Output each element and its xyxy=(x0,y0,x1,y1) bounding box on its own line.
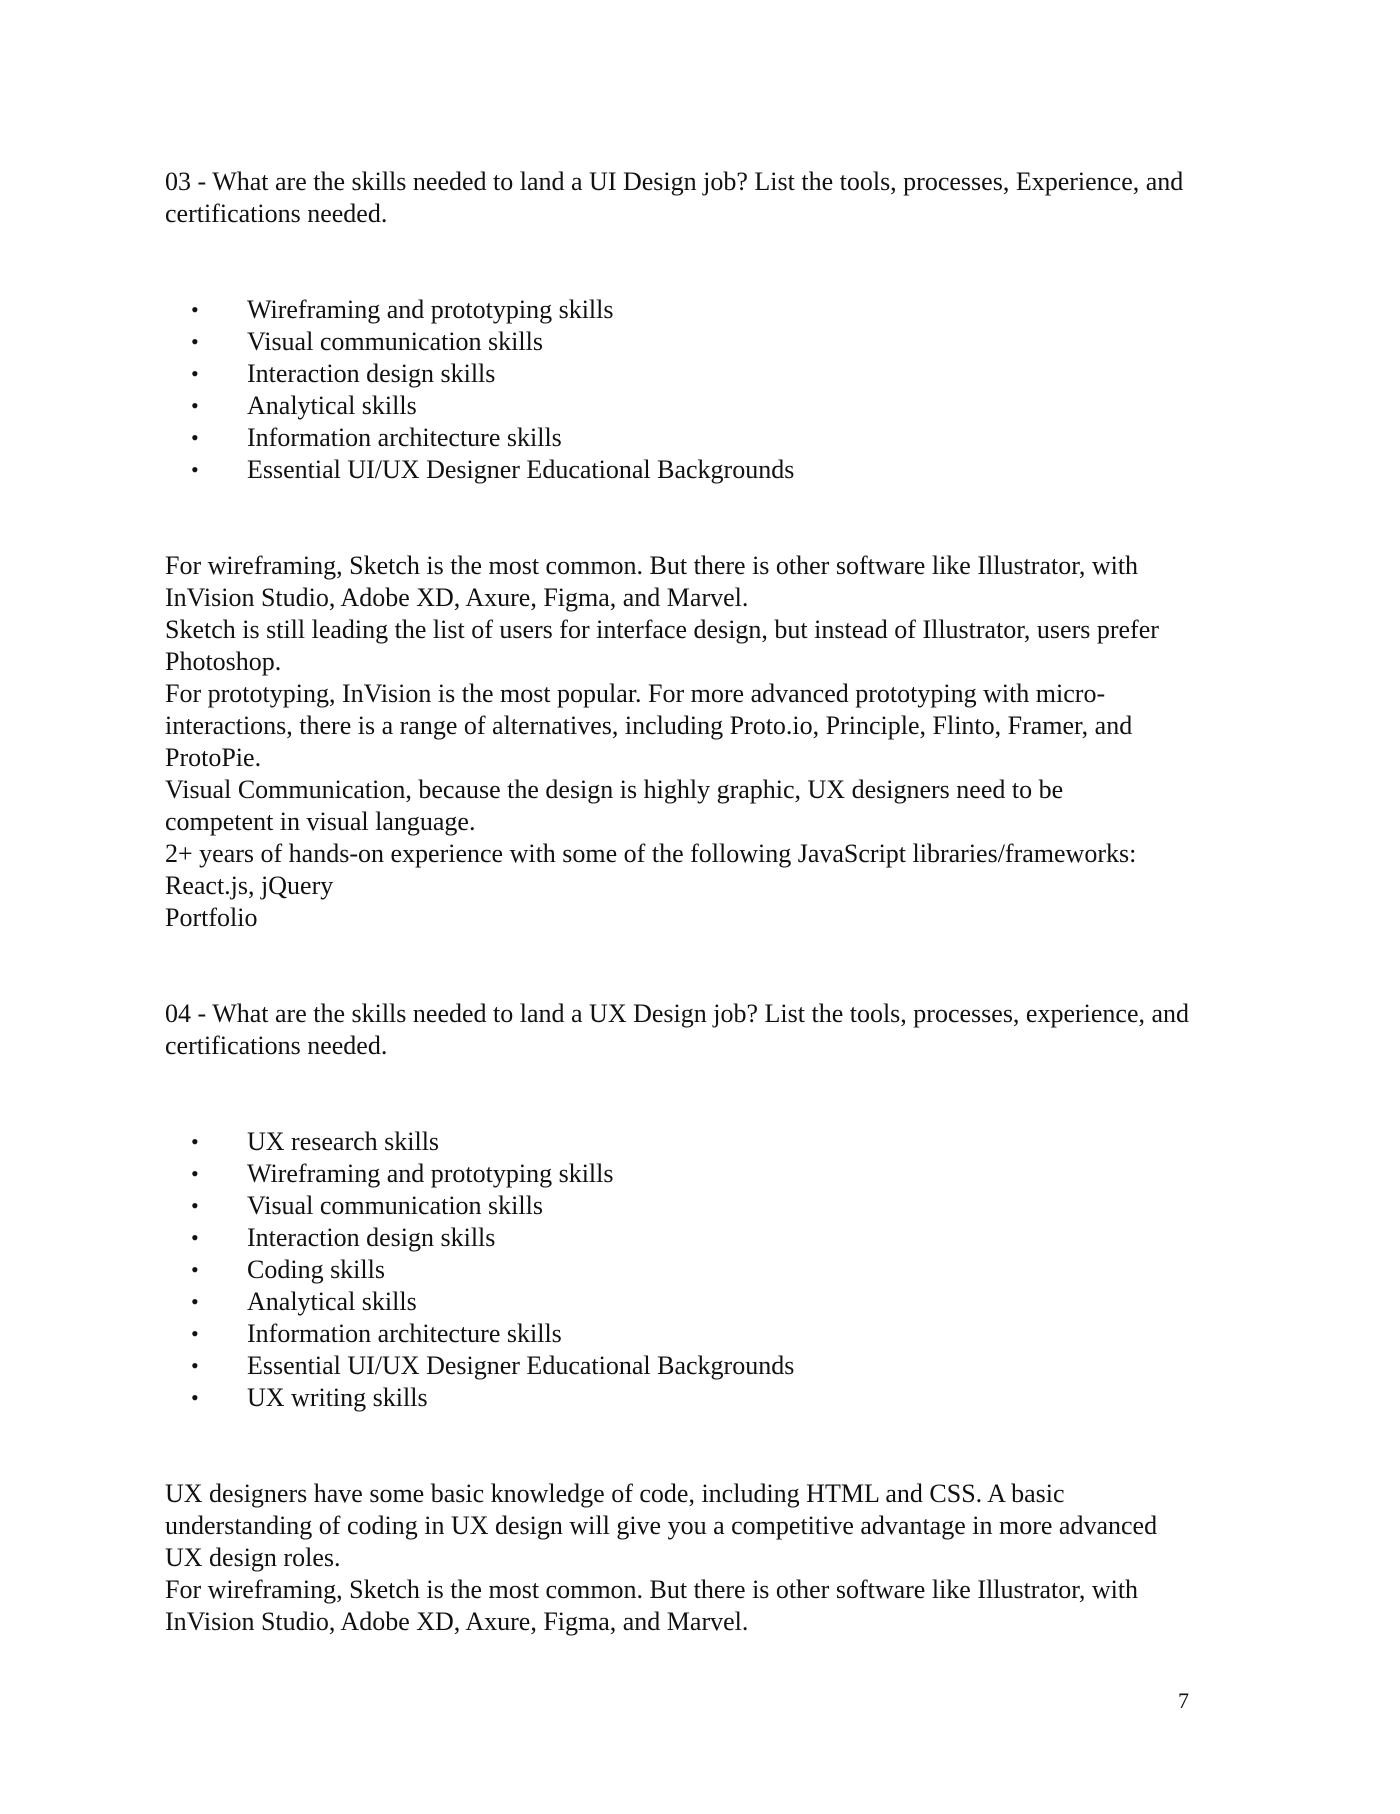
bullet-icon: • xyxy=(191,361,199,386)
bullet-icon: • xyxy=(191,1161,199,1186)
text-line: For wireframing, Sketch is the most common. But there is other software like Illustrator, with xyxy=(165,1575,1139,1604)
list-item: • Essential UI/UX Designer Educational Backgrounds xyxy=(191,455,795,484)
text-line: competent in visual language. xyxy=(165,807,476,836)
list-item: • Coding skills xyxy=(191,1255,385,1284)
text-line: InVision Studio, Adobe XD, Axure, Figma, and Marvel. xyxy=(165,583,749,612)
list-item: • Interaction design skills xyxy=(191,1223,496,1252)
text-line: For prototyping, InVision is the most popular. For more advanced prototyping with micro- xyxy=(165,679,1106,708)
bullet-icon: • xyxy=(191,1129,199,1154)
text-line: understanding of coding in UX design will give you a competitive advantage in more advanced xyxy=(165,1511,1158,1540)
list-item: • Analytical skills xyxy=(191,391,417,420)
bullet-icon: • xyxy=(191,425,199,450)
bullet-icon: • xyxy=(191,457,199,482)
list-item: • Information architecture skills xyxy=(191,423,562,452)
text-line: ProtoPie. xyxy=(165,743,262,772)
list-item: • Wireframing and prototyping skills xyxy=(191,295,614,324)
bullet-icon: • xyxy=(191,1385,199,1410)
bullet-icon: • xyxy=(191,1225,199,1250)
list-item: • UX writing skills xyxy=(191,1383,428,1412)
bullet-icon: • xyxy=(191,329,199,354)
text-line: React.js, jQuery xyxy=(165,871,334,900)
bullet-icon: • xyxy=(191,1289,199,1314)
list-item: • UX research skills xyxy=(191,1127,440,1156)
list-item: • Visual communication skills xyxy=(191,1191,543,1220)
bullet-icon: • xyxy=(191,1257,199,1282)
list-item: • Analytical skills xyxy=(191,1287,417,1316)
paragraph-04 xyxy=(165,1478,1225,1638)
bullet-icon: • xyxy=(191,1321,199,1346)
skills-list-04 xyxy=(165,1126,1225,1414)
paragraph-03 xyxy=(165,550,1225,934)
text-line: interactions, there is a range of alternatives, including Proto.io, Principle, Flinto, Framer, and xyxy=(165,711,1133,740)
text-line: InVision Studio, Adobe XD, Axure, Figma, and Marvel. xyxy=(165,1607,749,1636)
text-line: Photoshop. xyxy=(165,647,282,676)
text-line: Visual Communication, because the design is highly graphic, UX designers need to be xyxy=(165,775,1064,804)
list-item: • Wireframing and prototyping skills xyxy=(191,1159,614,1188)
bullet-icon: • xyxy=(191,1193,199,1218)
text-line: For wireframing, Sketch is the most common. But there is other software like Illustrator, with xyxy=(165,551,1139,580)
bullet-icon: • xyxy=(191,297,199,322)
list-item: • Visual communication skills xyxy=(191,327,543,356)
bullet-icon: • xyxy=(191,1353,199,1378)
skills-list-03 xyxy=(165,294,1225,486)
list-item: • Information architecture skills xyxy=(191,1319,562,1348)
question-04: 04 - What are the skills needed to land a UX Design job? List the tools, processes, experience, and certifications needed. xyxy=(165,999,1190,1060)
list-item: • Interaction design skills xyxy=(191,359,496,388)
question-03: 03 - What are the skills needed to land a UI Design job? List the tools, processes, Experience, and certifications needed. xyxy=(165,167,1184,228)
list-item: • Essential UI/UX Designer Educational Backgrounds xyxy=(191,1351,795,1380)
text-line: Portfolio xyxy=(165,903,258,932)
text-line: UX designers have some basic knowledge of code, including HTML and CSS. A basic xyxy=(165,1479,1065,1508)
text-line: Sketch is still leading the list of users for interface design, but instead of Illustrator, users prefer xyxy=(165,615,1159,644)
page-number: 7 xyxy=(1178,1688,1189,1713)
text-line: 2+ years of hands-on experience with some of the following JavaScript libraries/frameworks: xyxy=(165,839,1137,868)
text-line: UX design roles. xyxy=(165,1543,341,1572)
bullet-icon: • xyxy=(191,393,199,418)
